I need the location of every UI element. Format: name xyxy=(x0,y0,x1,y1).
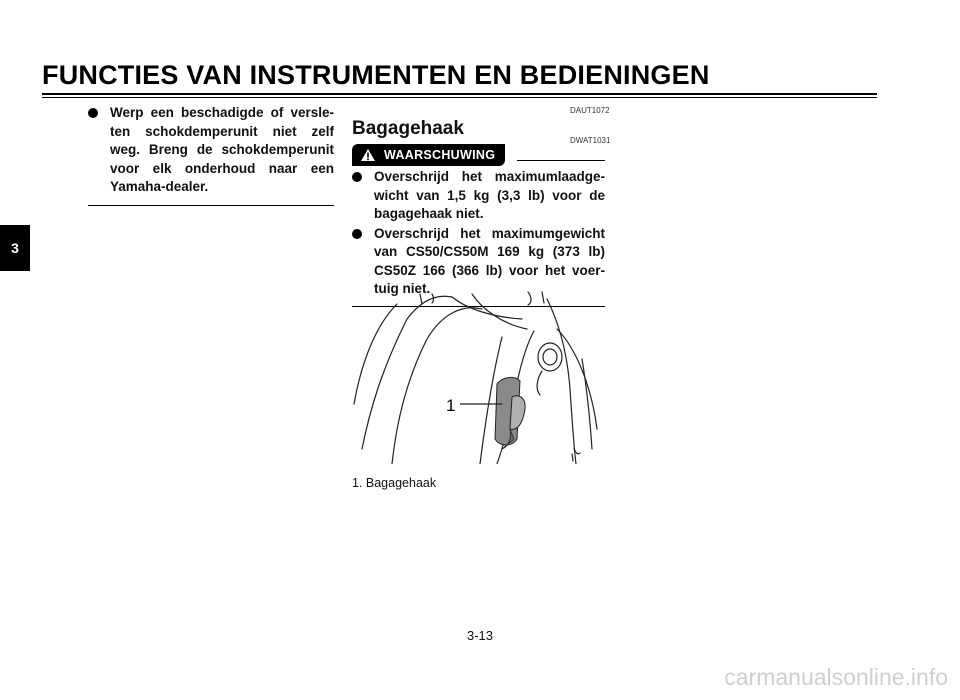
bullet-dot-icon xyxy=(352,172,362,182)
header-rule-thin xyxy=(42,97,877,98)
figure-callout: 1 xyxy=(446,396,456,415)
bullet-dot-icon xyxy=(88,108,98,118)
warning-badge xyxy=(352,144,505,166)
right-column xyxy=(352,168,605,307)
warning-code: DWAT1031 xyxy=(570,136,611,145)
warning-triangle-icon xyxy=(360,148,376,162)
chapter-tab: 3 xyxy=(0,225,30,271)
bullet-text: Overschrijd het maximumgewicht van CS50/CS50M 169 kg (373 lb) CS50Z 166 (366 lb) voor het voer-tuig niet. xyxy=(374,225,605,296)
bullet-text: Overschrijd het maximumlaadge-wicht van 1,5 kg (3,3 lb) voor de bagagehaak niet. xyxy=(374,169,605,221)
bullet-text: Werp een beschadigde of versle-ten schokdemperunit niet zelf weg. Breng de schokdemperunit voor elk onderhoud naar een Yamaha-dealer. xyxy=(110,105,334,194)
luggage-hook-illustration xyxy=(352,289,605,464)
section-title: Bagagehaak xyxy=(352,118,464,139)
watermark: carmanualsonline.info xyxy=(724,664,948,690)
warning-end-rule xyxy=(88,205,334,206)
figure-caption: 1. Bagagehaak xyxy=(352,476,437,490)
header-rule xyxy=(42,93,877,95)
left-column xyxy=(88,104,334,206)
warning-header-rule xyxy=(517,160,605,161)
warning-bullet-item xyxy=(88,104,334,197)
warning-label: WAARSCHUWING xyxy=(384,148,496,162)
page-header-title: FUNCTIES VAN INSTRUMENTEN EN BEDIENINGEN xyxy=(42,60,710,90)
page-number: 3-13 xyxy=(466,628,494,643)
warning-bullet-item xyxy=(352,225,605,299)
bullet-dot-icon xyxy=(352,229,362,239)
section-code: DAUT1072 xyxy=(570,106,610,115)
warning-bullet-item xyxy=(352,168,605,224)
